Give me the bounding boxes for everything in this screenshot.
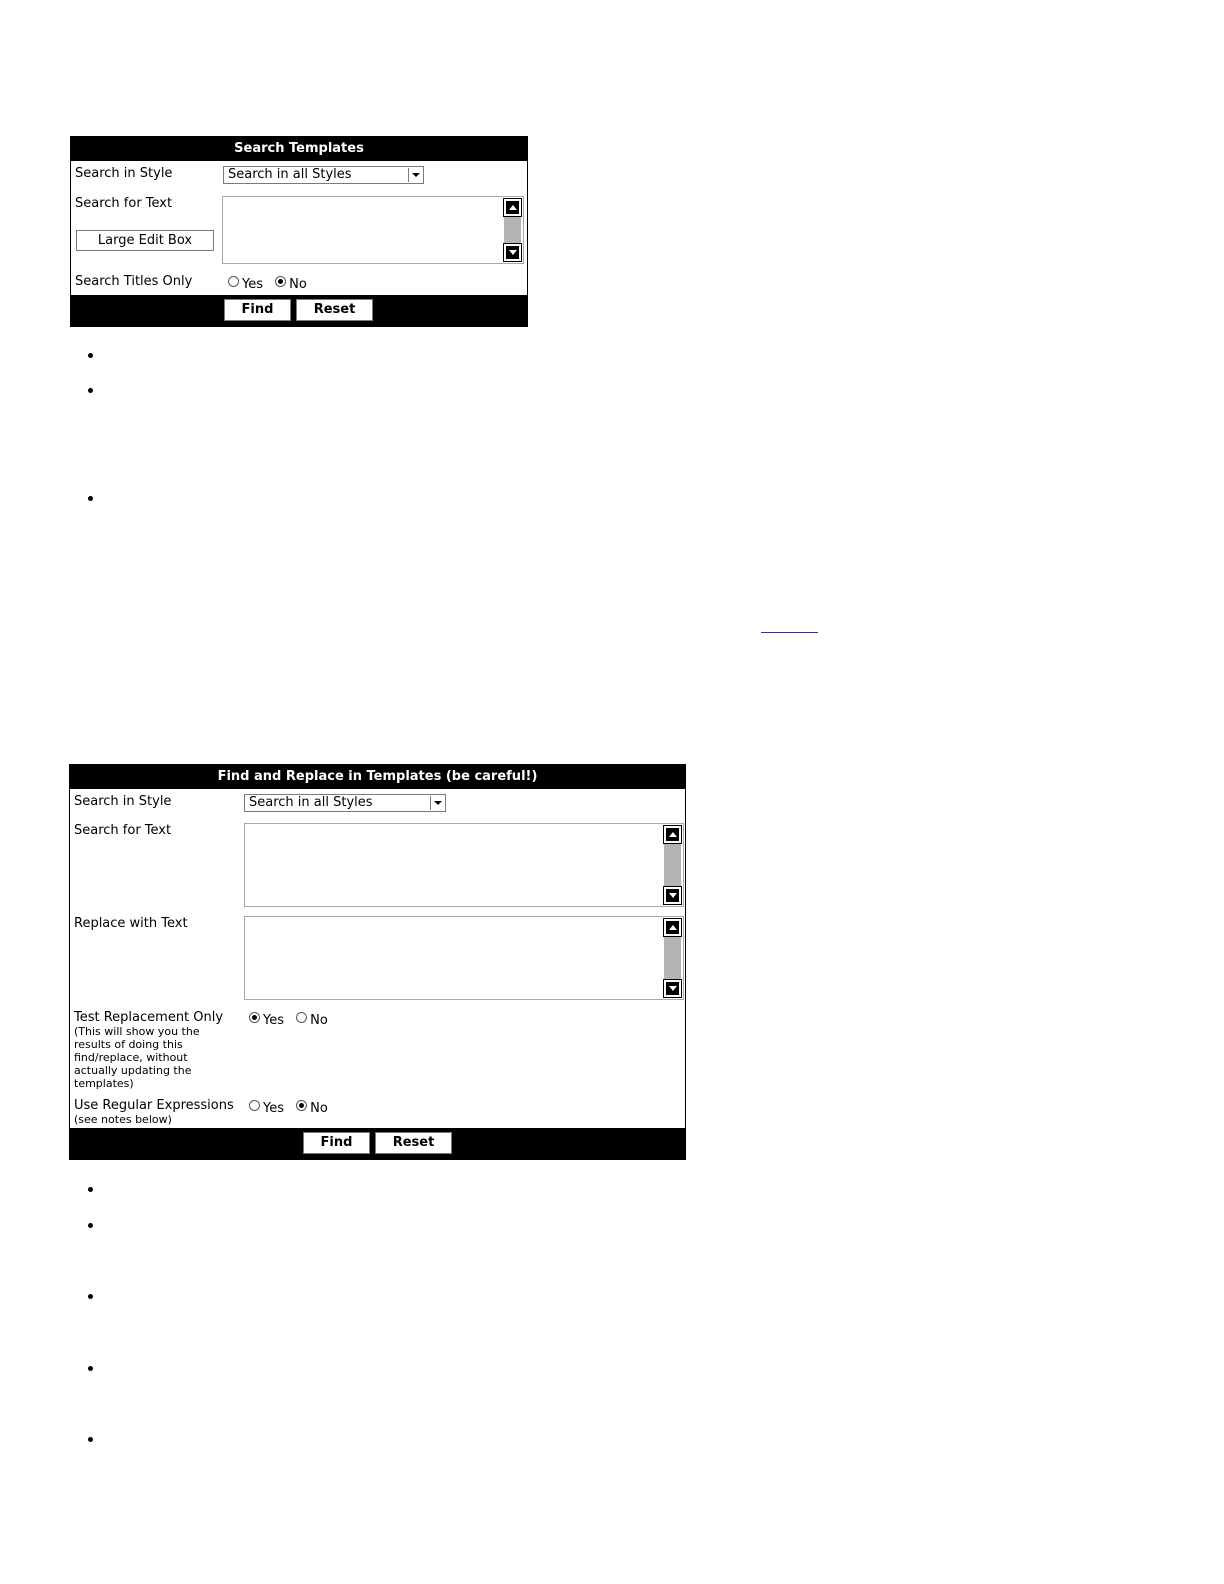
scroll-up-icon[interactable] [664, 826, 681, 843]
search-for-text-label: Search for Text [75, 196, 173, 211]
test-replacement-note: (This will show you the results of doing this find/replace, without actually updating the templates) [74, 1025, 200, 1090]
titles-yes-radio[interactable] [228, 276, 239, 287]
test-replacement-radio-group [249, 1012, 336, 1028]
replace-with-text-label: Replace with Text [74, 916, 188, 931]
list-bullet [88, 1437, 93, 1442]
list-bullet [88, 1294, 93, 1299]
style-select-value: Search in all Styles [228, 167, 352, 182]
yes-label: Yes [263, 1101, 284, 1116]
search-text-input[interactable] [222, 196, 524, 264]
titles-no-radio[interactable] [275, 276, 286, 287]
regex-radio-group [249, 1100, 336, 1116]
no-label: No [289, 277, 307, 292]
search-text-input[interactable] [244, 823, 684, 907]
test-replacement-label: Test Replacement Only [74, 1010, 224, 1025]
reset-button[interactable]: Reset [375, 1132, 452, 1154]
style-select[interactable] [244, 794, 446, 812]
scrollbar[interactable] [664, 919, 681, 997]
scrollbar[interactable] [504, 199, 521, 261]
list-bullet [88, 353, 93, 358]
yes-label: Yes [242, 277, 263, 292]
test-replacement-label-block [74, 1010, 234, 1090]
style-select[interactable] [223, 166, 424, 184]
panel-title: Find and Replace in Templates (be careful!) [70, 765, 685, 789]
scroll-down-icon[interactable] [664, 980, 681, 997]
regex-no-radio[interactable] [296, 1100, 307, 1111]
list-bullet [88, 1187, 93, 1192]
chevron-down-icon[interactable] [430, 796, 444, 810]
scroll-up-icon[interactable] [504, 199, 521, 216]
search-titles-only-label: Search Titles Only [75, 274, 193, 289]
list-bullet [88, 1223, 93, 1228]
no-label: No [310, 1101, 328, 1116]
style-select-value: Search in all Styles [249, 795, 373, 810]
find-button[interactable]: Find [303, 1132, 370, 1154]
panel-footer [71, 295, 527, 326]
no-label: No [310, 1013, 328, 1028]
scroll-down-icon[interactable] [664, 887, 681, 904]
yes-label: Yes [263, 1013, 284, 1028]
search-in-style-label: Search in Style [74, 794, 172, 809]
replace-text-input[interactable] [244, 916, 684, 1000]
panel-title: Search Templates [71, 137, 527, 161]
search-for-text-label: Search for Text [74, 823, 172, 838]
test-no-radio[interactable] [296, 1012, 307, 1023]
list-bullet [88, 388, 93, 393]
scrollbar[interactable] [664, 826, 681, 904]
use-regex-label: Use Regular Expressions [74, 1098, 234, 1113]
scroll-up-icon[interactable] [664, 919, 681, 936]
list-bullet [88, 496, 93, 501]
regex-label-block [74, 1098, 244, 1126]
find-button[interactable]: Find [224, 299, 291, 321]
regex-note: (see notes below) [74, 1113, 172, 1126]
list-bullet [88, 1366, 93, 1371]
chevron-down-icon[interactable] [408, 168, 422, 182]
test-yes-radio[interactable] [249, 1012, 260, 1023]
titles-only-radio-group [228, 276, 315, 292]
large-edit-box-button[interactable]: Large Edit Box [76, 230, 214, 251]
panel-footer [70, 1128, 685, 1159]
scroll-down-icon[interactable] [504, 244, 521, 261]
find-replace-panel [69, 764, 686, 1160]
search-in-style-label: Search in Style [75, 166, 173, 181]
search-templates-panel [70, 136, 528, 327]
reset-button[interactable]: Reset [296, 299, 373, 321]
link-underline[interactable] [761, 632, 818, 633]
regex-yes-radio[interactable] [249, 1100, 260, 1111]
